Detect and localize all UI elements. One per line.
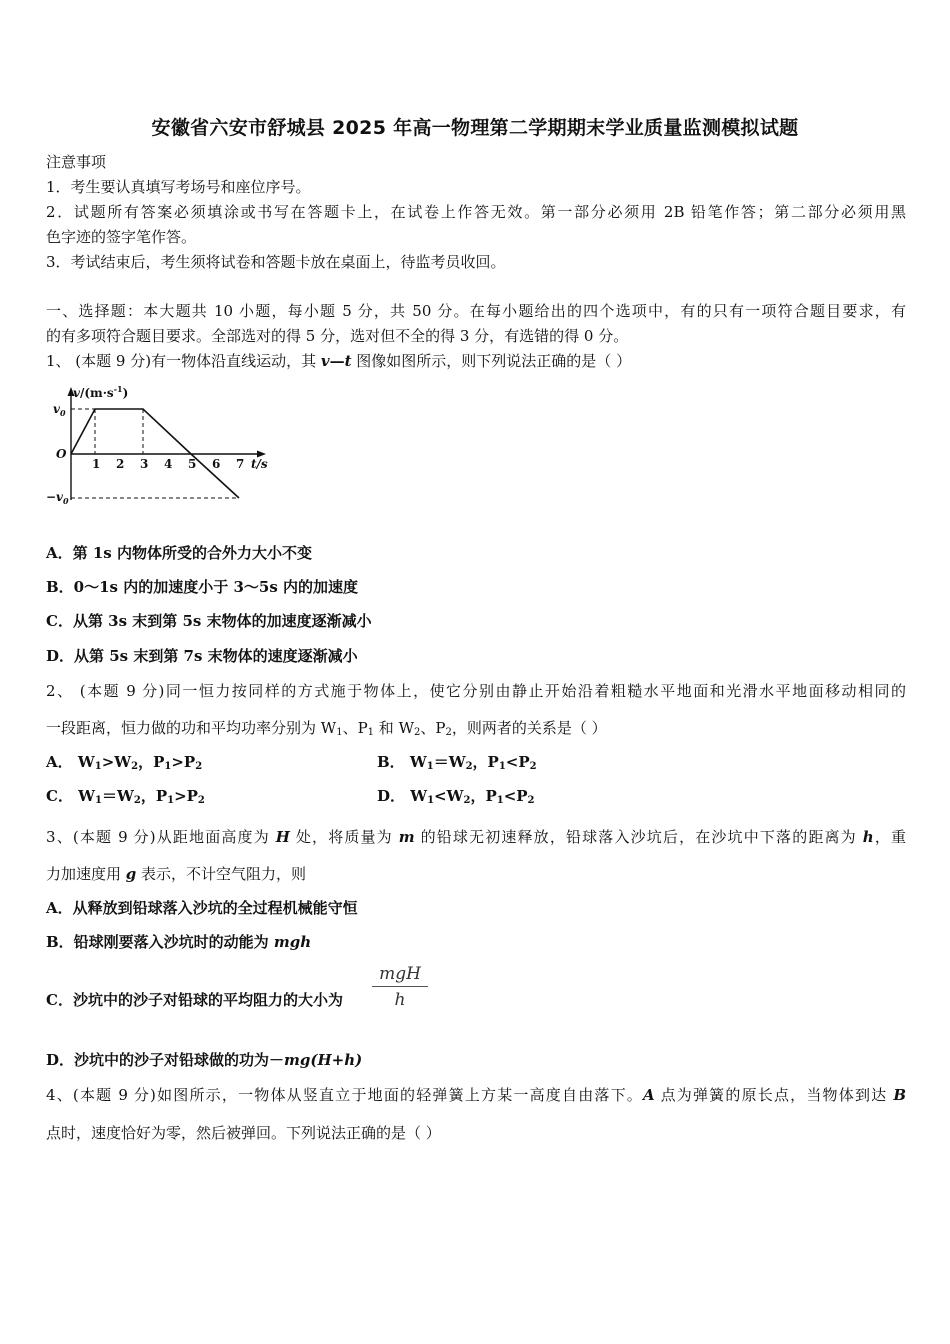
vt-graph: [40, 378, 280, 506]
q1-stem-text: 1、 (本题 9 分)有一物体沿直线运动，其: [46, 352, 321, 370]
x-tick-label-6: 6: [212, 457, 221, 471]
fraction-numerator: mgH: [372, 964, 428, 987]
fraction-denominator: h: [394, 990, 406, 1010]
q2-option-b: B． $W_1=W_2$，$P_1<P_2$: [377, 753, 537, 772]
question-1-stem: [46, 350, 906, 372]
x-tick-label-3: 3: [140, 457, 149, 471]
q2-option-a: A． $W_1>W_2$，$P_1>P_2$: [46, 753, 203, 772]
notes-item-1: 1．考生要认真填写考场号和座位序号。: [46, 178, 311, 196]
neg-v0-label: $-v_0$: [46, 490, 69, 506]
origin-label: O: [56, 447, 67, 461]
v0-label: $v_0$: [53, 402, 66, 418]
question-4-stem-cont: 点时，速度恰好为零，然后被弹回。下列说法正确的是（ ）: [46, 1124, 441, 1142]
notes-item-2-cont: 色字迹的签字笔作答。: [46, 228, 197, 246]
x-tick-label-1: 1: [92, 457, 101, 471]
q1-option-b: B．0～1s 内的加速度小于 3～5s 内的加速度: [46, 578, 358, 596]
section-1-intro: 一、选择题：本大题共 10 小题，每小题 5 分，共 50 分。在每小题给出的四个选项中，有的只有一项符合题目要求，有: [46, 302, 906, 320]
y-axis-label: $v/(m\cdot s^{-1})$: [73, 384, 129, 400]
notes-heading: 注意事项: [46, 153, 107, 171]
section-1-intro-cont: 的有多项符合题目要求。全部选对的得 5 分，选对但不全的得 3 分，有选错的得 0 分。: [46, 327, 629, 345]
question-2-stem: 2、 (本题 9 分)同一恒力按同样的方式施于物体上，使它分别由静止开始沿着粗糙水平地面和光滑水平地面移动相同的: [46, 682, 906, 700]
q1-stem-dash: —: [329, 352, 345, 370]
question-4-stem: 4、(本题 9 分)如图所示，一物体从竖直立于地面的轻弹簧上方某一高度自由落下。A 点为弹簧的原长点，当物体到达 B: [46, 1086, 906, 1104]
q1-option-a: A．第 1s 内物体所受的合外力大小不变: [46, 544, 312, 562]
q3-option-d: D．沙坑中的沙子对铅球做的功为－mg(H+h): [46, 1051, 363, 1069]
q2-option-c: C． $W_1=W_2$，$P_1>P_2$: [46, 787, 205, 806]
q1-stem-v: v: [320, 352, 330, 370]
q3-option-a: A．从释放到铅球落入沙坑的全过程机械能守恒: [46, 899, 358, 917]
q1-stem-text-2: 图像如图所示，则下列说法正确的是（ ）: [351, 352, 632, 370]
x-tick-labels: [92, 457, 244, 471]
x-tick-label-2: 2: [116, 457, 125, 471]
q1-option-d: D．从第 5s 末到第 7s 末物体的速度逐渐减小: [46, 647, 358, 665]
x-tick-label-4: 4: [164, 457, 173, 471]
q3-option-b: B．铅球刚要落入沙坑时的动能为 mgh: [46, 933, 312, 951]
q1-stem-t: t: [344, 352, 352, 370]
q3-fraction: [372, 964, 428, 1010]
x-tick-label-5: 5: [188, 457, 197, 471]
q3-option-c: C．沙坑中的沙子对铅球的平均阻力的大小为: [46, 991, 343, 1009]
notes-item-3: 3．考试结束后，考生须将试卷和答题卡放在桌面上，待监考员收回。: [46, 253, 506, 271]
question-3-stem-cont: 力加速度用 g 表示，不计空气阻力，则: [46, 865, 307, 883]
question-2-stem-cont: 一段距离，恒力做的功和平均功率分别为 $W_1$、$P_1$ 和 $W_2$、$P_2$，则两者的关系是（ ）: [46, 719, 607, 738]
x-axis-label: t/s: [251, 457, 268, 471]
page-title: 安徽省六安市舒城县 2025 年高一物理第二学期期末学业质量监测模拟试题: [151, 117, 799, 139]
q1-option-c: C．从第 3s 末到第 5s 末物体的加速度逐渐减小: [46, 612, 372, 630]
question-3-stem: 3、(本题 9 分)从距地面高度为 H 处，将质量为 m 的铅球无初速释放，铅球落入沙坑后，在沙坑中下落的距离为 h，重: [46, 828, 906, 846]
x-tick-label-7: 7: [236, 457, 245, 471]
q2-option-d: D． $W_1<W_2$，$P_1<P_2$: [377, 787, 535, 806]
notes-item-2: 2．试题所有答案必须填涂或书写在答题卡上，在试卷上作答无效。第一部分必须用 2B 铅笔作答；第二部分必须用黑: [46, 203, 906, 221]
